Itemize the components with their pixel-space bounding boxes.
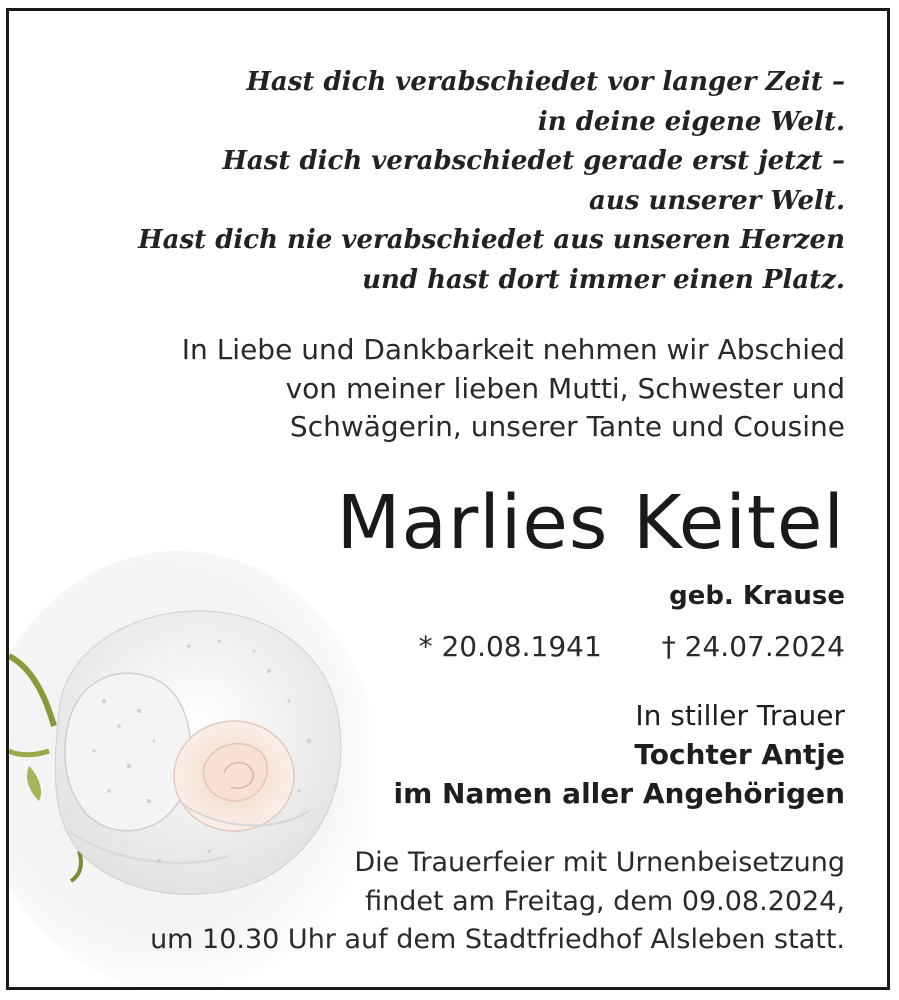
mourners	[393, 696, 845, 813]
poem-line: in deine eigene Welt.	[537, 106, 845, 137]
mourner-daughter: Tochter Antje	[634, 738, 845, 771]
life-dates	[419, 627, 845, 667]
intro-text	[182, 331, 845, 447]
poem-line: aus unserer Welt.	[589, 185, 845, 216]
intro-line: von meiner lieben Mutti, Schwester und	[285, 371, 845, 405]
deceased-name: Marlies Keitel	[336, 480, 845, 566]
intro-line: In Liebe und Dankbarkeit nehmen wir Abschied	[181, 333, 845, 366]
birth-name: geb. Krause	[669, 581, 845, 611]
poem-line: und hast dort immer einen Platz.	[362, 264, 845, 295]
service-info	[150, 844, 845, 960]
poem	[138, 63, 845, 300]
birth-date: * 20.08.1941	[418, 630, 602, 663]
service-line: findet am Freitag, dem 09.08.2024,	[365, 885, 845, 917]
intro-line: Schwägerin, unserer Tante und Cousine	[289, 410, 845, 443]
poem-line: Hast dich verabschiedet vor langer Zeit –	[246, 67, 845, 97]
poem-line: Hast dich verabschiedet gerade erst jetzt –	[222, 146, 845, 176]
poem-line: Hast dich nie verabschiedet aus unseren Herzen	[138, 225, 845, 255]
death-date: † 24.07.2024	[661, 630, 845, 663]
mourning-opening: In stiller Trauer	[635, 699, 845, 732]
mourner-relatives: im Namen aller Angehörigen	[393, 777, 845, 810]
service-line: um 10.30 Uhr auf dem Stadtfriedhof Alsleben statt.	[150, 924, 845, 955]
obituary-notice	[6, 8, 890, 990]
service-line: Die Trauerfeier mit Urnenbeisetzung	[354, 847, 845, 878]
